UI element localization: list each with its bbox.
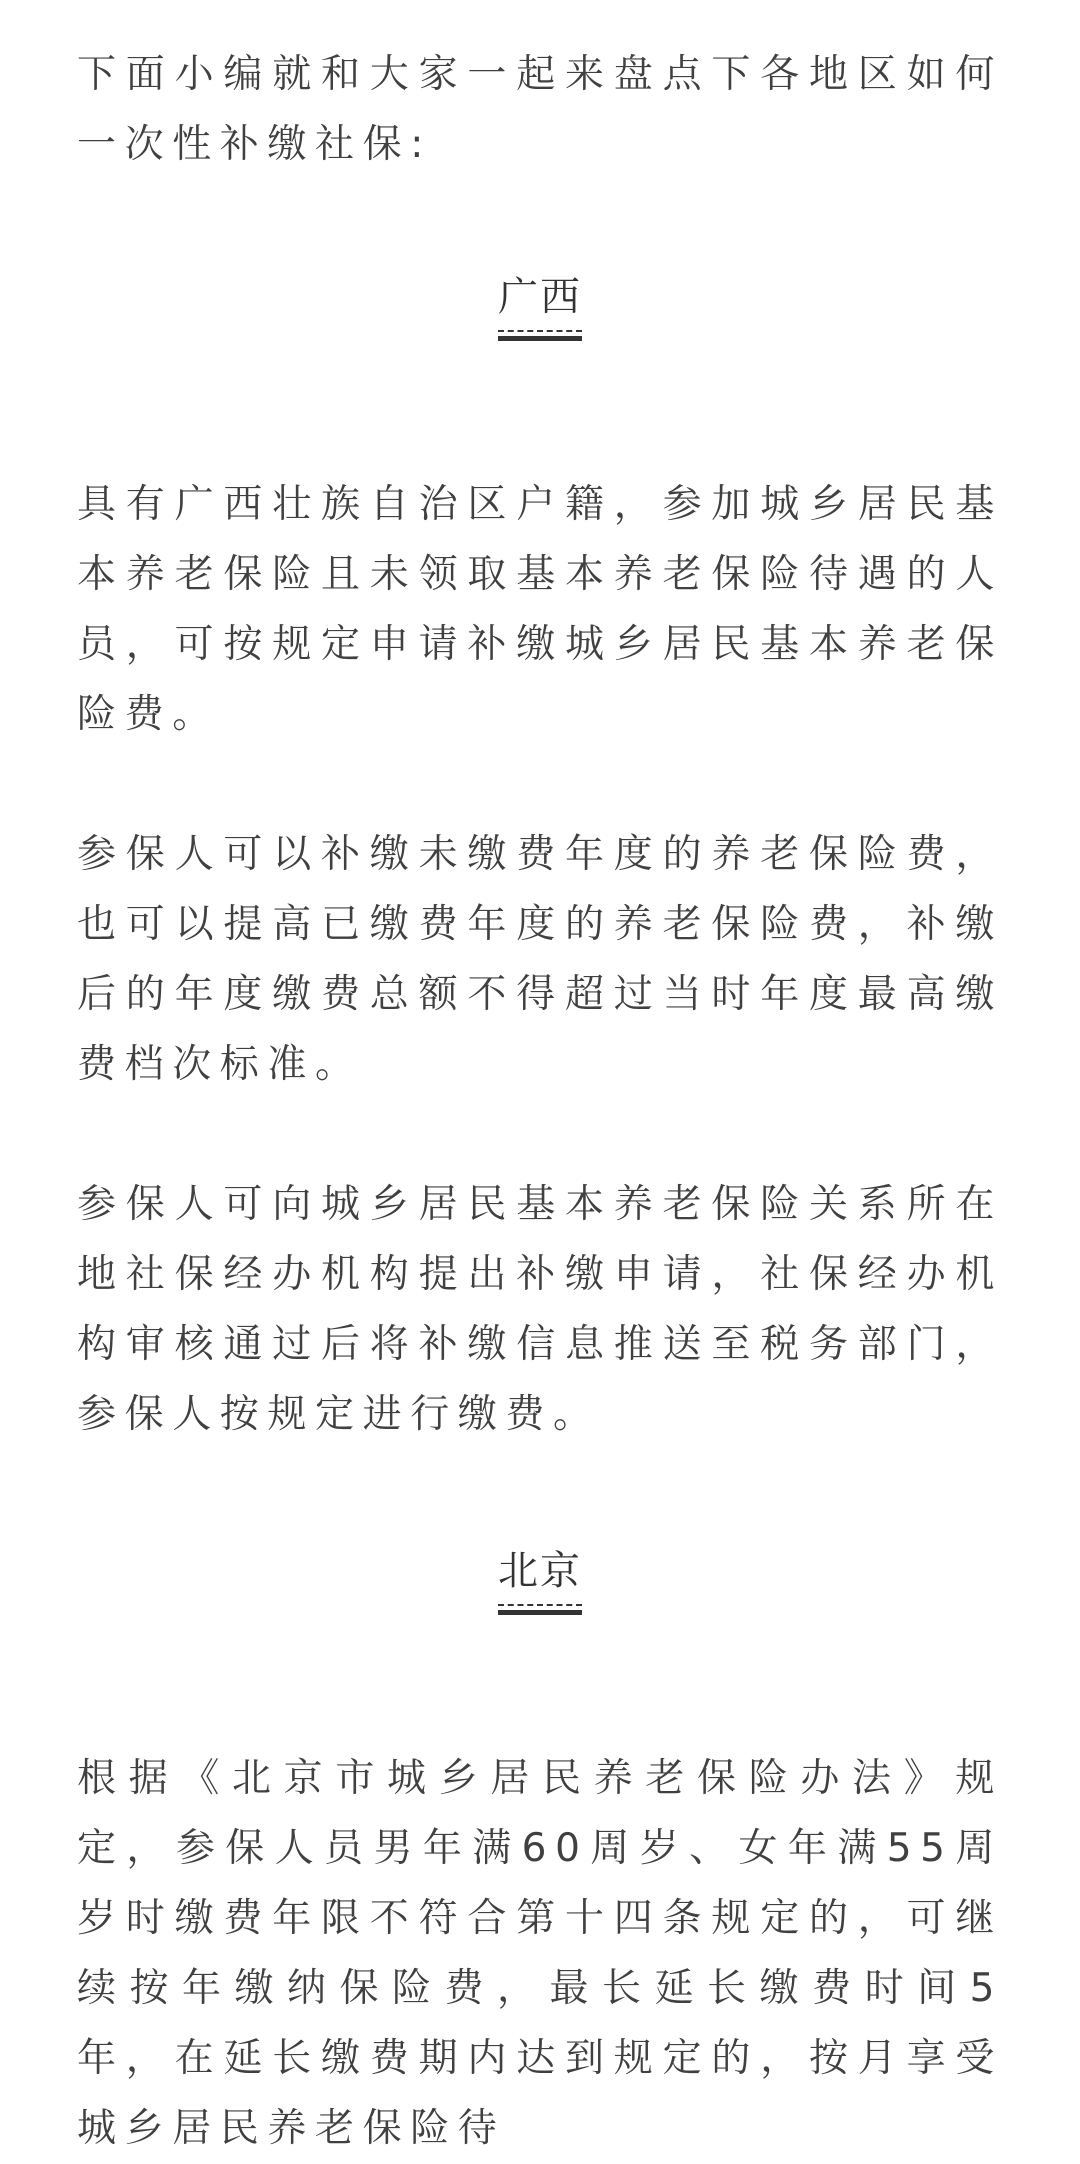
guangxi-paragraph-1: 具有广西壮族自治区户籍，参加城乡居民基本养老保险且未领取基本养老保险待遇的人员，可按规定申请补缴城乡居民基本养老保险费。 — [77, 482, 1003, 737]
region-heading-guangxi — [77, 272, 1003, 350]
guangxi-paragraph-3: 参保人可向城乡居民基本养老保险关系所在地社保经办机构提出补缴申请，社保经办机构审核通过后将补缴信息推送至税务部门，参保人按规定进行缴费。 — [77, 1182, 1003, 1437]
intro-paragraph: 下面小编就和大家一起来盘点下各地区如何一次性补缴社保: — [77, 52, 1003, 167]
section-gap — [77, 1450, 1003, 1546]
paragraph-gap — [77, 750, 1003, 820]
region-underline-solid — [498, 1610, 582, 1615]
beijing-paragraph-1: 根据《北京市城乡居民养老保险办法》规定，参保人员男年满60周岁、女年满55周岁时缴费年限不符合第十四条规定的，可继续按年缴纳保险费，最长延长缴费时间5年，在延长缴费期内达到规定的，按月享受城乡居民养老保险待 — [77, 1756, 1003, 2151]
region-heading-beijing — [77, 1546, 1003, 1624]
region-underline-dashed — [498, 330, 582, 332]
region-underline-dashed — [498, 1604, 582, 1606]
region-title: 广西 — [498, 274, 582, 320]
region-heading-inner — [496, 1546, 584, 1615]
region-title: 北京 — [498, 1548, 582, 1594]
region-underline-solid — [498, 336, 582, 341]
guangxi-paragraph-2: 参保人可以补缴未缴费年度的养老保险费，也可以提高已缴费年度的养老保险费，补缴后的年度缴费总额不得超过当时年度最高缴费档次标准。 — [77, 832, 1003, 1087]
region-heading-inner — [496, 272, 584, 341]
paragraph-gap — [77, 1100, 1003, 1170]
article-body — [77, 40, 1003, 2164]
